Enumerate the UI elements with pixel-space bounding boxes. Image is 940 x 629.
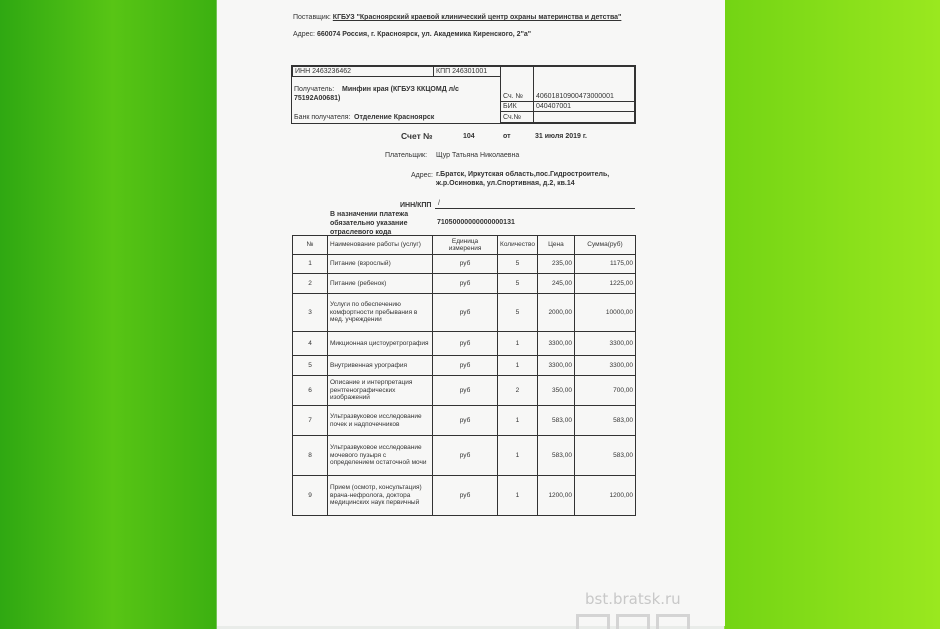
header-name: Наименование работы (услуг) <box>328 236 433 255</box>
corr-label-cell <box>500 111 534 123</box>
row-price: 350,00 <box>537 376 574 406</box>
row-num: 8 <box>293 436 328 476</box>
supplier-address: 660074 Россия, г. Красноярск, ул. Академика Киренского, 2"а" <box>316 31 532 38</box>
bst-logo-icon <box>570 612 710 626</box>
invoice-title: Счет № <box>401 131 433 141</box>
payer-label: Плательщик: <box>385 152 428 159</box>
row-qty: 2 <box>498 376 538 406</box>
invoice-number: 104 <box>463 133 475 140</box>
bank-details-box <box>291 65 636 124</box>
site-watermark: bst.bratsk.ru <box>585 590 681 608</box>
row-num: 1 <box>293 255 328 274</box>
bik-value: 040407001 <box>536 103 572 110</box>
row-price: 583,00 <box>537 406 574 436</box>
row-unit: руб <box>433 406 498 436</box>
recipient-value-line1: Минфин края (КГБУЗ ККЦОМД л/с <box>342 86 459 93</box>
corr-account-label: Сч.№ <box>503 114 522 121</box>
row-name: Прием (осмотр, консультация) врача-нефролога, доктора медицинских наук первичный <box>328 476 433 516</box>
row-name: Питание (ребенок) <box>328 274 433 294</box>
row-qty: 1 <box>498 436 538 476</box>
account-label: Сч. № <box>503 93 524 100</box>
supplier-address-line <box>293 31 531 39</box>
row-num: 3 <box>293 294 328 332</box>
invoice-date: 31 июля 2019 г. <box>535 133 587 140</box>
row-sum: 583,00 <box>574 436 635 476</box>
row-unit: руб <box>433 476 498 516</box>
inn-underline <box>435 208 635 209</box>
row-qty: 1 <box>498 406 538 436</box>
row-qty: 5 <box>498 274 538 294</box>
bank-label: Банк получателя: <box>294 114 351 121</box>
row-name: Описание и интерпретация рентгенографических изображений <box>328 376 433 406</box>
corr-value-cell <box>533 111 635 123</box>
supplier-label: Поставщик: <box>293 14 331 21</box>
row-qty: 5 <box>498 294 538 332</box>
row-name: Ультразвуковое исследование почек и надпочечников <box>328 406 433 436</box>
payer-inn-value: / <box>438 200 440 207</box>
row-unit: руб <box>433 274 498 294</box>
supplier-address-label: Адрес: <box>293 31 315 38</box>
table-row <box>293 376 636 406</box>
row-num: 6 <box>293 376 328 406</box>
row-sum: 1175,00 <box>574 255 635 274</box>
row-qty: 1 <box>498 356 538 376</box>
kpp-value: КПП 246301001 <box>436 68 488 75</box>
payer-address-line2: ж.р.Осиновка, ул.Спортивная, д.2, кв.14 <box>436 180 575 187</box>
row-name: Ультразвуковое исследование мочевого пузыря с определением остаточной мочи <box>328 436 433 476</box>
table-row <box>293 436 636 476</box>
row-unit: руб <box>433 356 498 376</box>
purpose-line3: отраслевого кода <box>330 229 392 236</box>
row-price: 2000,00 <box>537 294 574 332</box>
row-price: 3300,00 <box>537 356 574 376</box>
supplier-line <box>293 14 621 22</box>
supplier-name: КГБУЗ "Красноярский краевой клинический центр охраны материнства и детства" <box>332 14 622 21</box>
table-row <box>293 332 636 356</box>
bank-value: Отделение Красноярск <box>354 114 435 121</box>
row-name: Услуги по обеспечению комфортности пребывания в мед. учреждении <box>328 294 433 332</box>
account-label-cell <box>500 66 534 102</box>
row-num: 7 <box>293 406 328 436</box>
table-row <box>293 274 636 294</box>
table-row <box>293 406 636 436</box>
table-row <box>293 255 636 274</box>
row-sum: 10000,00 <box>574 294 635 332</box>
recipient-value-line2: 75192А00681) <box>294 95 341 102</box>
purpose-code: 71050000000000000131 <box>437 219 515 226</box>
purpose-line2: обязательно указание <box>330 220 408 227</box>
row-price: 3300,00 <box>537 332 574 356</box>
table-row <box>293 476 636 516</box>
kpp-cell <box>433 66 501 77</box>
payer-inn-label: ИНН/КПП <box>400 202 432 209</box>
bik-label: БИК <box>503 103 517 110</box>
row-num: 9 <box>293 476 328 516</box>
header-unit: Единица измерения <box>433 236 498 255</box>
recipient-label: Получатель: <box>294 86 335 93</box>
invoice-from-label: от <box>503 133 511 140</box>
table-header-row <box>293 236 636 255</box>
row-price: 245,00 <box>537 274 574 294</box>
row-unit: руб <box>433 332 498 356</box>
row-unit: руб <box>433 436 498 476</box>
row-name: Внутривенная урография <box>328 356 433 376</box>
row-name: Микционная цистоуретрография <box>328 332 433 356</box>
payer-address-label: Адрес: <box>411 172 433 179</box>
row-price: 235,00 <box>537 255 574 274</box>
header-price: Цена <box>537 236 574 255</box>
row-unit: руб <box>433 255 498 274</box>
row-unit: руб <box>433 294 498 332</box>
row-price: 583,00 <box>537 436 574 476</box>
items-table <box>292 235 636 516</box>
row-unit: руб <box>433 376 498 406</box>
header-num: № <box>293 236 328 255</box>
row-num: 5 <box>293 356 328 376</box>
inn-cell <box>292 66 434 77</box>
inn-value: ИНН 2463236462 <box>295 68 352 75</box>
table-row <box>293 356 636 376</box>
purpose-line1: В назначении платежа <box>330 211 409 218</box>
row-sum: 583,00 <box>574 406 635 436</box>
row-sum: 1200,00 <box>574 476 635 516</box>
account-value-cell <box>533 66 635 102</box>
payer-address-line1: г.Братск, Иркутская область,пос.Гидростроитель, <box>436 171 610 178</box>
row-sum: 700,00 <box>574 376 635 406</box>
row-sum: 3300,00 <box>574 332 635 356</box>
row-num: 2 <box>293 274 328 294</box>
header-qty: Количество <box>498 236 538 255</box>
payer-name: Щур Татьяна Николаевна <box>436 152 520 159</box>
row-qty: 1 <box>498 476 538 516</box>
row-qty: 5 <box>498 255 538 274</box>
table-row <box>293 294 636 332</box>
row-price: 1200,00 <box>537 476 574 516</box>
row-name: Питание (взрослый) <box>328 255 433 274</box>
row-sum: 1225,00 <box>574 274 635 294</box>
row-qty: 1 <box>498 332 538 356</box>
document-page <box>217 0 725 626</box>
header-sum: Сумма(руб) <box>574 236 635 255</box>
row-sum: 3300,00 <box>574 356 635 376</box>
row-num: 4 <box>293 332 328 356</box>
account-value: 40601810900473000001 <box>536 93 614 100</box>
